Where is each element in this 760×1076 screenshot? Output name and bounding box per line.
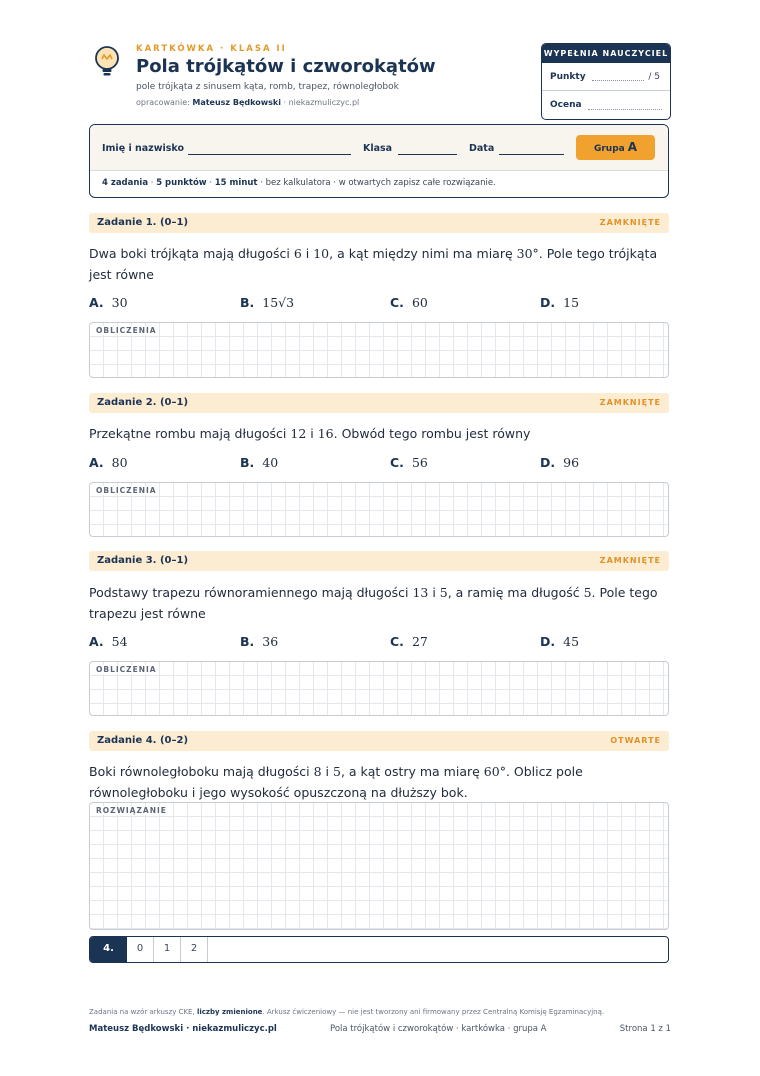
task-2-tag: ZAMKNIĘTE: [599, 398, 661, 407]
task-4-solution-area[interactable]: [89, 802, 669, 930]
task-3-answer-c[interactable]: C. 27: [390, 634, 428, 649]
name-label: Imię i nazwisko: [102, 143, 184, 154]
task-3-work-area[interactable]: [89, 661, 669, 716]
group-label: Grupa: [593, 144, 625, 154]
page-number: Strona 1 z 1: [619, 1024, 671, 1034]
score-task-number: 4.: [90, 937, 127, 962]
points-max: / 5: [648, 72, 660, 82]
task-1-answer-d[interactable]: D. 15: [540, 295, 580, 310]
task-3-header: [89, 551, 669, 571]
task-2-title: Zadanie 2. (0–1): [97, 397, 189, 408]
student-info-box: [89, 124, 669, 198]
grade-label: Ocena: [550, 100, 582, 110]
teacher-box-title: WYPEŁNIA NAUCZYCIEL: [542, 44, 670, 63]
task-1-answer-c[interactable]: C. 60: [390, 295, 428, 310]
group-letter: A: [627, 140, 638, 154]
task-3-answer-d[interactable]: D. 45: [540, 634, 580, 649]
task-4-header: [89, 731, 669, 751]
solution-area-label: ROZWIĄZANIE: [96, 806, 167, 815]
task-1-tag: ZAMKNIĘTE: [599, 218, 661, 227]
task-1-question: Dwa boki trójkąta mają długości 6 i 10, a kąt między nimi ma miarę 30°. Pole tego trójkąta jest równe: [89, 246, 658, 282]
score-option-0[interactable]: 0: [127, 937, 154, 962]
grade-field[interactable]: [542, 91, 670, 119]
author-site: · niekazmuliczyc.pl: [283, 98, 360, 107]
points-field[interactable]: [542, 63, 670, 91]
task-1-title: Zadanie 1. (0–1): [97, 217, 189, 228]
task-3-title: Zadanie 3. (0–1): [97, 555, 189, 566]
date-field[interactable]: [499, 154, 564, 155]
task-3-tag: ZAMKNIĘTE: [599, 556, 661, 565]
task-4-title: Zadanie 4. (0–2): [97, 735, 189, 746]
score-option-2[interactable]: 2: [181, 937, 208, 962]
footer-note: Zadania na wzór arkuszy CKE, liczby zmienione. Arkusz ćwiczeniowy — nie jest tworzony ani firmowany przez Centralną Komisję Egzaminacyjną.: [89, 1008, 605, 1016]
task-2-header: [89, 393, 669, 413]
grade-dots: [588, 109, 662, 110]
name-field[interactable]: [188, 154, 351, 155]
author-name: Mateusz Będkowski: [192, 98, 281, 107]
task-2-answer-c[interactable]: C. 56: [390, 455, 428, 470]
task-4-score-bar: [89, 936, 669, 963]
task-1-answer-b[interactable]: B. 15√3: [240, 295, 295, 310]
task-1-answer-a[interactable]: A. 30: [89, 295, 128, 310]
page-subtitle: pole trójkąta z sinusem kąta, romb, trapez, równoległobok: [136, 82, 399, 92]
task-2-answer-a[interactable]: A. 80: [89, 455, 128, 470]
task-4-tag: OTWARTE: [610, 736, 661, 745]
score-option-1[interactable]: 1: [154, 937, 181, 962]
footer-author: Mateusz Będkowski · niekazmuliczyc.pl: [89, 1024, 277, 1034]
work-area-label: OBLICZENIA: [96, 486, 157, 495]
summary-points: 5 punktów: [156, 178, 207, 188]
summary-tasks: 4 zadania: [102, 178, 149, 188]
task-4-question: Boki równoległoboku mają długości 8 i 5, a kąt ostry ma miarę 60°. Oblicz pole równoległoboku i jego wysokość opuszczoną na dłuższy bok.: [89, 764, 583, 800]
points-label: Punkty: [550, 72, 586, 82]
task-1-work-area[interactable]: [89, 322, 669, 378]
footer-center: Pola trójkątów i czworokątów · kartkówka · grupa A: [330, 1024, 547, 1034]
summary-time: 15 minut: [214, 178, 258, 188]
group-badge: [576, 135, 655, 160]
points-dots: [592, 80, 644, 81]
task-2-work-area[interactable]: [89, 482, 669, 537]
worksheet-kicker: KARTKÓWKA · KLASA II: [136, 44, 287, 54]
task-3-question: Podstawy trapezu równoramiennego mają długości 13 i 5, a ramię ma długość 5. Pole tego trapezu jest równe: [89, 585, 658, 621]
lightbulb-icon: [91, 44, 123, 78]
page-title: Pola trójkątów i czworokątów: [136, 56, 436, 77]
summary-rest: · bez kalkulatora · w otwartych zapisz całe rozwiązanie.: [260, 178, 496, 188]
task-2-answer-b[interactable]: B. 40: [240, 455, 279, 470]
author-line: [136, 98, 359, 107]
date-label: Data: [469, 143, 495, 154]
task-3-answer-a[interactable]: A. 54: [89, 634, 128, 649]
author-prefix: opracowanie:: [136, 98, 190, 107]
work-area-label: OBLICZENIA: [96, 326, 157, 335]
test-summary: 4 zadania · 5 punktów · 15 minut · bez kalkulatora · w otwartych zapisz całe rozwiązanie.: [102, 178, 496, 188]
class-label: Klasa: [363, 143, 393, 154]
student-info-fields: [90, 125, 668, 171]
task-2-answer-d[interactable]: D. 96: [540, 455, 580, 470]
work-area-label: OBLICZENIA: [96, 665, 157, 674]
teacher-box: [541, 43, 671, 120]
task-1-header: [89, 213, 669, 233]
class-field[interactable]: [398, 154, 457, 155]
task-2-question: Przekątne rombu mają długości 12 i 16. Obwód tego rombu jest równy: [89, 426, 531, 441]
task-3-answer-b[interactable]: B. 36: [240, 634, 279, 649]
